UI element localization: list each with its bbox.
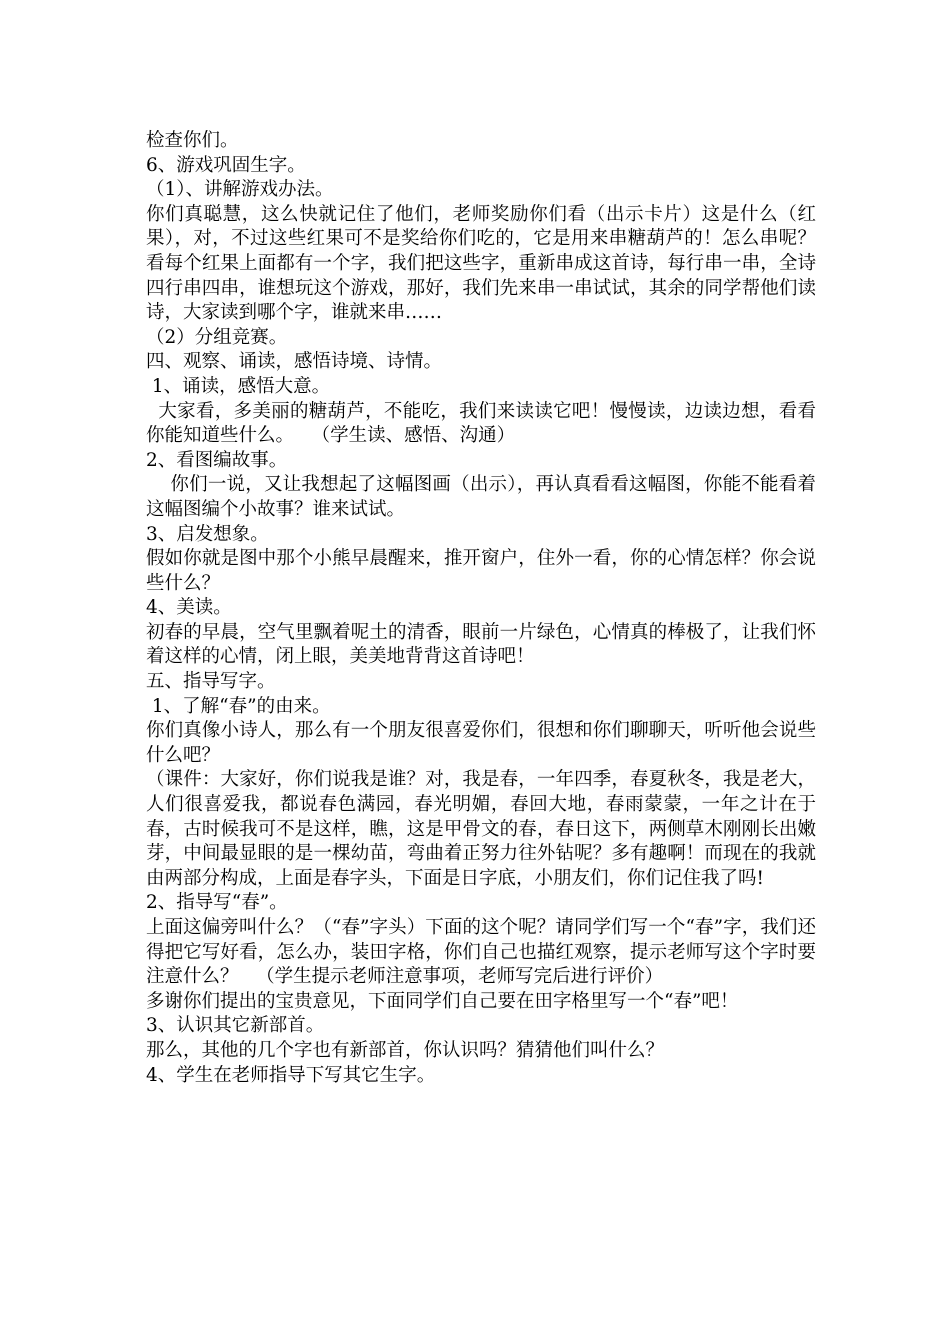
section-heading-writing: 五、指导写字。 (146, 671, 276, 693)
paragraph-recite: 大家看，多美丽的糖葫芦，不能吃，我们来读读它吧！慢慢读，边读边想，看看你能知道些什么。 （学生读、感悟、沟通） (146, 400, 816, 447)
paragraph-picture-story: 你们一说，又让我想起了这幅图画（出示），再认真看看这幅图，你能不能看着这幅图编个小故事？谁来试试。 (146, 474, 816, 520)
subheading-group-contest: （2）分组竞赛。 (146, 326, 288, 348)
heading-beautiful-reading: 4、美读。 (146, 597, 232, 619)
paragraph-imagination: 假如你就是图中那个小熊早晨醒来，推开窗户，住外一看，你的心情怎样？你会说些什么？ (146, 548, 816, 594)
paragraph-little-poets: 你们真像小诗人，那么有一个朋友很喜爱你们，很想和你们聊聊天，听听他会说些什么吧？ (146, 720, 816, 766)
document-body (146, 129, 816, 1088)
heading-write-other-characters: 4、学生在老师指导下写其它生字。 (146, 1064, 436, 1086)
paragraph-thanks: 多谢你们提出的宝贵意见，下面同学们自己要在田字格里写一个“春”吧！ (146, 990, 739, 1012)
paragraph-game-explanation: 你们真聪慧，这么快就记住了他们，老师奖励你们看（出示卡片）这是什么（红果），对，不过这些红果可不是奖给你们吃的，它是用来串糖葫芦的！怎么串呢？看每个红果上面都有一个字，我们把这些字，重新串成这首诗，每行串一串，全诗四行串四串，谁想玩这个游戏，那好，我们先来串一串试试，其余的同学帮他们读诗，大家读到哪个字，谁就来串…… (146, 203, 816, 324)
heading-game-review: 6、游戏巩固生字。 (146, 154, 306, 176)
heading-recite-understand: 1、诵读，感悟大意。 (146, 375, 331, 397)
heading-origin-of-chun: 1、了解“春”的由来。 (146, 695, 331, 717)
paragraph-beautiful-reading: 初春的早晨，空气里飘着呢土的清香，眼前一片绿色，心情真的棒极了，让我们怀着这样的心情，闭上眼，美美地背背这首诗吧！ (146, 621, 816, 668)
heading-imagination: 3、启发想象。 (146, 523, 269, 545)
paragraph-write-chun: 上面这偏旁叫什么？（“春”字头）下面的这个呢？请同学们写一个“春”字，我们还得把它写好看，怎么办，装田字格，你们自己也描红观察，提示老师写这个字时要注意什么？ （学生提示老师注意事项，老师写完后进行评价） (146, 917, 816, 988)
paragraph-new-radicals: 那么，其他的几个字也有新部首，你认识吗？猜猜他们叫什么？ (146, 1039, 665, 1061)
heading-picture-story: 2、看图编故事。 (146, 449, 288, 471)
heading-write-chun: 2、指导写“春”。 (146, 892, 288, 914)
paragraph-check: 检查你们。 (146, 130, 239, 151)
section-heading-observe-recite: 四、观察、诵读，感悟诗境、诗情。 (146, 351, 443, 373)
subheading-game-rules: （1）、讲解游戏办法。 (146, 179, 334, 201)
paragraph-courseware: （课件：大家好，你们说我是谁？对，我是春，一年四季，春夏秋冬，我是老大，人们很喜爱我，都说春色满园，春光明媚，春回大地，春雨蒙蒙，一年之计在于春，古时候我可不是这样，瞧，这是甲骨文的春，春日这下，两侧草木刚刚长出嫩芽，中间最显眼的是一棵幼苗，弯曲着正努力往外钻呢？多有趣啊！而现在的我就由两部分构成，上面是春字头，下面是日字底，小朋友们，你们记住我了吗! (146, 769, 816, 889)
heading-new-radicals: 3、认识其它新部首。 (146, 1015, 325, 1037)
